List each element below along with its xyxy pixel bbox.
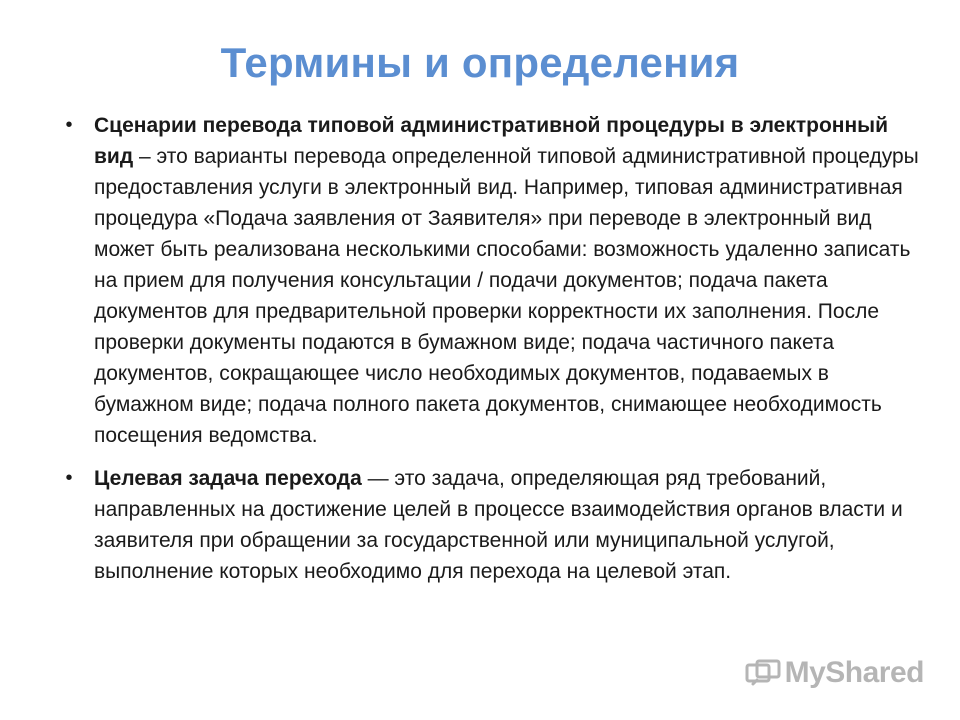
- term-heading: Целевая задача перехода: [94, 467, 362, 490]
- myshared-logo-icon: [745, 659, 781, 687]
- bullet-icon: •: [65, 114, 73, 136]
- bullet-list: [62, 110, 922, 599]
- term-definition: — это задача, определяющая ряд требований, направленных на достижение целей в процессе взаимодействия органов власти и заявителя при обращении за государственной или муниципальной услугой, выполнение которых необходимо для перехода на целевой этап.: [94, 467, 903, 583]
- term-definition: – это варианты перевода определенной типовой административной процедуры предоставления услуги в электронный вид. Например, типовая административная процедура «Подача заявления от Заявителя» при переводе в электронный вид может быть реализована несколькими способами: возможность удаленно записать на прием для получения консультации / подачи документов; подача пакета документов для предварительной проверки корректности их заполнения. После проверки документы подаются в бумажном виде; подача частичного пакета документов, сокращающее число необходимых документов, подаваемых в бумажном виде; подача полного пакета документов, снимающее необходимость посещения ведомства.: [94, 145, 919, 447]
- watermark-text: MyShared: [784, 656, 924, 689]
- bullet-icon: •: [65, 467, 73, 489]
- watermark-logo: [745, 656, 924, 690]
- list-item: [62, 463, 922, 587]
- list-item: [62, 110, 922, 451]
- term-heading: Сценарии перевода типовой административной процедуры в электронный вид: [94, 114, 889, 168]
- slide-title: Термины и определения: [220, 39, 740, 86]
